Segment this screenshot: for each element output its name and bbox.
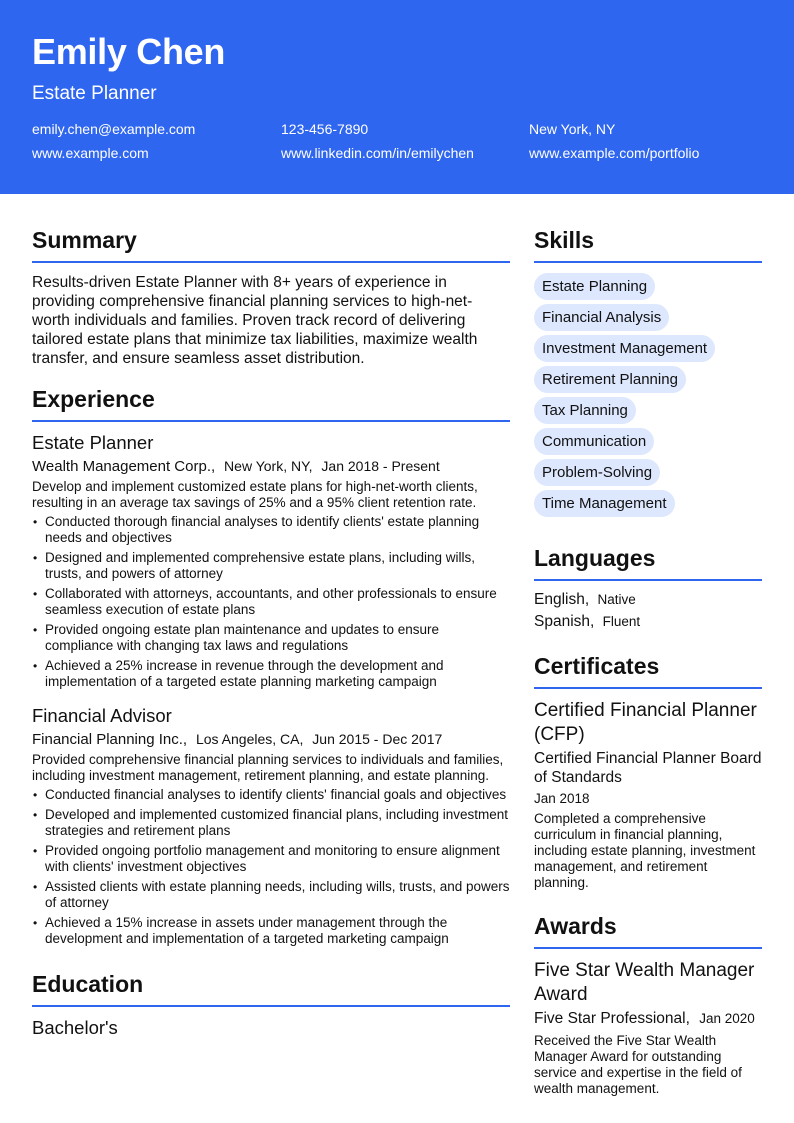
language-level: Native	[597, 592, 636, 607]
job-bullet: • Conducted thorough financial analyses to identify clients' estate planning needs and objectives	[32, 514, 510, 546]
award-issuer: Five Star Professional,	[534, 1010, 690, 1027]
experience-heading: Experience	[32, 386, 510, 422]
contact-portfolio[interactable]: www.example.com/portfolio	[529, 145, 700, 161]
job-dates: Jan 2018 - Present	[321, 458, 440, 474]
skills-heading: Skills	[534, 227, 762, 263]
job-company: Wealth Management Corp.,	[32, 458, 216, 475]
job-bullet: • Achieved a 25% increase in revenue through the development and implementation of a targeted estate planning marketing campaign	[32, 658, 510, 690]
award-meta	[534, 1009, 762, 1028]
contact-linkedin[interactable]: www.linkedin.com/in/emilychen	[281, 145, 474, 161]
job-bullet: • Assisted clients with estate planning needs, including wills, trusts, and powers of attorney	[32, 879, 510, 911]
language-name: Spanish,	[534, 613, 595, 630]
certificates-section	[534, 653, 762, 891]
job-meta	[32, 731, 510, 748]
job-location: Los Angeles, CA,	[195, 731, 304, 747]
contact-location: New York, NY	[529, 121, 616, 137]
awards-heading: Awards	[534, 913, 762, 949]
skill-tag: Tax Planning	[534, 397, 636, 424]
job-bullets	[32, 514, 510, 690]
skill-tag: Time Management	[534, 490, 675, 517]
languages-section	[534, 545, 762, 631]
resume-header	[0, 0, 794, 194]
job-entry	[32, 705, 510, 947]
job-title: Financial Advisor	[32, 705, 172, 726]
contact-email[interactable]: emily.chen@example.com	[32, 121, 196, 137]
language-item	[534, 591, 762, 609]
job-bullet: • Collaborated with attorneys, accountants, and other professionals to ensure seamless execution of estate plans	[32, 586, 510, 618]
job-company: Financial Planning Inc.,	[32, 731, 188, 748]
job-bullet: • Conducted financial analyses to identify clients' financial goals and objectives	[32, 787, 510, 803]
award-title: Five Star Wealth Manager Award	[534, 960, 755, 1005]
job-meta	[32, 458, 510, 475]
summary-section	[32, 227, 510, 368]
summary-text: Results-driven Estate Planner with 8+ years of experience in providing comprehensive financial planning services to high-net-worth individuals and families. Proven track record of delivering tailored estate plans that minimize tax liabilities, maximize wealth transfer, and ensure seamless asset distribution.	[32, 274, 478, 367]
language-name: English,	[534, 591, 590, 608]
certificate-title: Certified Financial Planner (CFP)	[534, 700, 757, 745]
skills-section	[534, 227, 762, 521]
education-degree: Bachelor's	[32, 1017, 118, 1038]
job-bullet: • Achieved a 15% increase in assets under management through the development and implementation of a targeted marketing campaign	[32, 915, 510, 947]
job-location: New York, NY,	[224, 458, 313, 474]
candidate-role: Estate Planner	[32, 83, 157, 104]
sidebar-column	[534, 194, 762, 1097]
skill-tag: Estate Planning	[534, 273, 655, 300]
certificate-description: Completed a comprehensive curriculum in financial planning, including estate planning, investment management, and retirement planning.	[534, 811, 756, 890]
award-date: Jan 2020	[699, 1011, 755, 1026]
summary-heading: Summary	[32, 227, 510, 263]
skill-tag: Investment Management	[534, 335, 715, 362]
contact-website[interactable]: www.example.com	[32, 145, 149, 161]
job-bullets	[32, 787, 510, 947]
job-bullet: • Designed and implemented comprehensive estate plans, including wills, trusts, and powers of attorney	[32, 550, 510, 582]
certificates-heading: Certificates	[534, 653, 762, 689]
skill-tag: Retirement Planning	[534, 366, 686, 393]
award-description: Received the Five Star Wealth Manager Award for outstanding service and expertise in the field of wealth management.	[534, 1033, 742, 1096]
candidate-name: Emily Chen	[32, 31, 226, 72]
awards-section	[534, 913, 762, 1097]
experience-section	[32, 386, 510, 947]
job-description: Develop and implement customized estate plans for high-net-worth clients, resulting in an average tax savings of 25% and a 95% client retention rate.	[32, 479, 478, 510]
job-bullet: • Provided ongoing estate plan maintenance and updates to ensure compliance with changing tax laws and regulations	[32, 622, 510, 654]
certificate-date: Jan 2018	[534, 791, 590, 806]
skill-tag: Financial Analysis	[534, 304, 669, 331]
job-title: Estate Planner	[32, 432, 154, 453]
language-item	[534, 613, 762, 631]
skill-tag: Communication	[534, 428, 654, 455]
main-column	[32, 194, 510, 1039]
job-bullet: • Developed and implemented customized financial plans, including investment strategies and retirement plans	[32, 807, 510, 839]
job-entry	[32, 432, 510, 690]
job-bullet: • Provided ongoing portfolio management and monitoring to ensure alignment with clients' investment objectives	[32, 843, 510, 875]
job-description: Provided comprehensive financial planning services to individuals and families, including investment management, retirement planning, and estate planning.	[32, 752, 504, 783]
education-heading: Education	[32, 971, 510, 1007]
skills-list	[534, 273, 762, 521]
contact-phone[interactable]: 123-456-7890	[281, 121, 369, 137]
education-section	[32, 971, 510, 1039]
certificate-issuer: Certified Financial Planner Board of Standards	[534, 750, 762, 786]
skill-tag: Problem-Solving	[534, 459, 660, 486]
languages-heading: Languages	[534, 545, 762, 581]
job-dates: Jun 2015 - Dec 2017	[312, 731, 443, 747]
language-level: Fluent	[602, 614, 641, 629]
